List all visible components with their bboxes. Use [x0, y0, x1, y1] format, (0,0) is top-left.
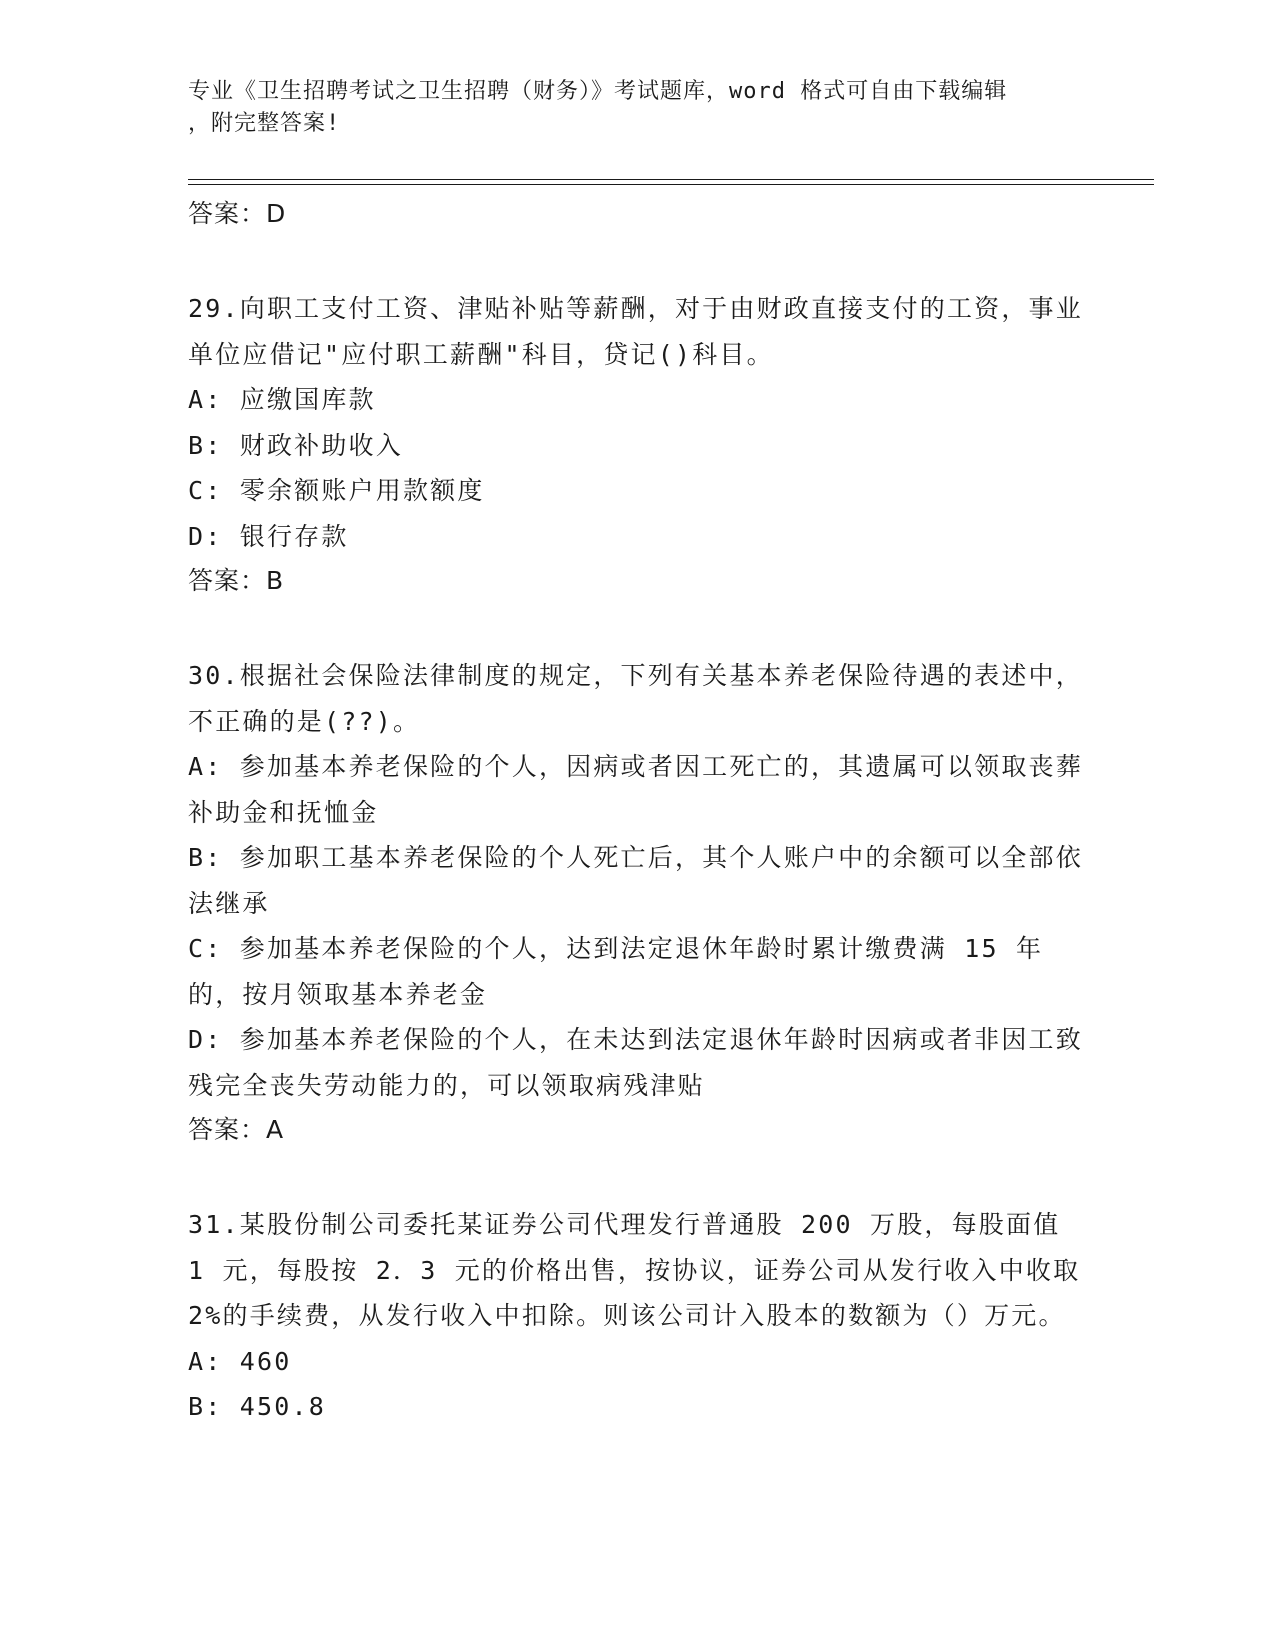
- option-b: B: 参加职工基本养老保险的个人死亡后，其个人账户中的余额可以全部依法继承: [188, 843, 1083, 918]
- answer-q30: 答案：A: [188, 1115, 285, 1144]
- question-29: [188, 286, 1088, 603]
- answer-q28: 答案：D: [188, 199, 287, 228]
- header-divider-top: [188, 179, 1154, 180]
- question-30: [188, 653, 1088, 1152]
- question-text: 30.根据社会保险法律制度的规定，下列有关基本养老保险待遇的表述中，不正确的是(??)。: [188, 661, 1083, 736]
- option-a: A: 应缴国库款: [188, 385, 376, 414]
- header-divider-bottom: [188, 184, 1154, 185]
- option-c: C: 参加基本养老保险的个人，达到法定退休年龄时累计缴费满 15 年的，按月领取基本养老金: [188, 934, 1044, 1009]
- header-line-1: 专业《卫生招聘考试之卫生招聘（财务）》考试题库，word 格式可自由下载编辑: [188, 79, 1008, 104]
- option-b: B: 财政补助收入: [188, 430, 403, 460]
- option-b: B: 450.8: [188, 1392, 327, 1421]
- option-d: D: 银行存款: [188, 521, 349, 551]
- question-31: [188, 1202, 1088, 1430]
- option-d: D: 参加基本养老保险的个人，在未达到法定退休年龄时因病或者非因工致残完全丧失劳动能力的，可以领取病残津贴: [188, 1025, 1083, 1100]
- option-a: A: 460: [188, 1346, 292, 1376]
- document-header: [188, 76, 1088, 140]
- option-c: C: 零余额账户用款额度: [188, 476, 485, 505]
- question-text: 31.某股份制公司委托某证券公司代理发行普通股 200 万股，每股面值 1 元，每股按 2．3 元的价格出售，按协议，证券公司从发行收入中收取 2%的手续费，从发行收入中扣除。则该公司计入股本的数额为（）万元。: [188, 1210, 1081, 1330]
- answer-q29: 答案：B: [188, 566, 285, 595]
- option-a: A: 参加基本养老保险的个人，因病或者因工死亡的，其遗属可以领取丧葬补助金和抚恤金: [188, 752, 1083, 827]
- question-text: 29.向职工支付工资、津贴补贴等薪酬，对于由财政直接支付的工资，事业单位应借记"应付职工薪酬"科目，贷记()科目。: [188, 294, 1083, 369]
- question-list: [188, 192, 1088, 1430]
- header-line-2: ，附完整答案!: [188, 111, 341, 136]
